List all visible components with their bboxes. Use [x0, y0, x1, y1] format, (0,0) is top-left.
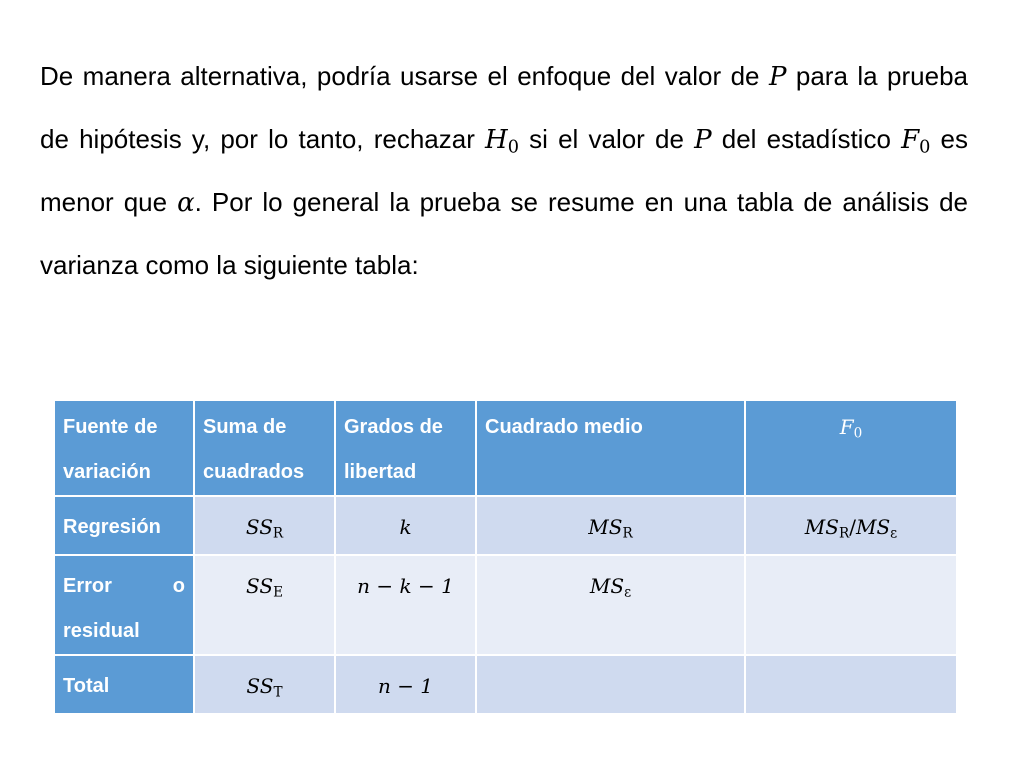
paragraph-text-3: si el valor de	[518, 124, 695, 154]
header-suma-line-2: cuadrados	[203, 461, 305, 483]
header-fuente-line-1: Fuente de	[63, 416, 158, 438]
row-label-error-line-1	[63, 564, 185, 609]
label-o: o	[172, 575, 185, 597]
f-den-symbol: MS	[855, 515, 891, 539]
body-paragraph	[40, 45, 968, 296]
cell-ms-total	[476, 655, 745, 714]
ms-e-subscript: ε	[624, 584, 632, 601]
anova-table	[53, 399, 958, 715]
ms-r-symbol: MS	[588, 515, 623, 539]
paragraph-text-4: del estadístico	[711, 124, 902, 154]
table-row-total	[54, 655, 957, 714]
table-header-row	[54, 400, 957, 496]
header-f0	[745, 400, 957, 496]
cell-ss-error	[194, 555, 335, 655]
paragraph-text-5: es menor que	[40, 124, 969, 217]
row-label-regresion: Regresión	[54, 496, 194, 555]
header-grados-line-1: Grados de	[344, 416, 443, 438]
math-h-subscript: 0	[507, 137, 519, 158]
f-num-symbol: MS	[804, 515, 839, 539]
cell-ms-regresion	[476, 496, 745, 555]
cell-df-regresion: k	[335, 496, 476, 555]
header-suma-de-cuadrados	[194, 400, 335, 496]
f-num-subscript: R	[838, 525, 850, 542]
label-residual: residual	[63, 620, 140, 642]
math-f-subscript: 0	[919, 137, 931, 158]
table-row-error	[54, 555, 957, 655]
cell-df-total: n − 1	[335, 655, 476, 714]
math-alpha: α	[177, 188, 195, 218]
header-suma-line-1: Suma de	[203, 416, 287, 438]
label-error: Error	[63, 575, 112, 597]
cell-f0-regresion	[745, 496, 957, 555]
math-f-symbol: F	[901, 125, 920, 155]
header-f-symbol: F	[839, 415, 854, 439]
header-fuente-de-variacion	[54, 400, 194, 496]
ss-t-subscript: T	[273, 684, 283, 701]
ss-e-subscript: E	[273, 584, 283, 601]
header-f-subscript: 0	[853, 425, 863, 442]
cell-ms-error	[476, 555, 745, 655]
header-fuente-line-2: variación	[63, 461, 151, 483]
cell-ss-regresion	[194, 496, 335, 555]
f-den-subscript: ε	[890, 525, 898, 542]
header-grados-line-2: libertad	[344, 461, 417, 483]
row-label-total: Total	[54, 655, 194, 714]
cell-f0-total	[745, 655, 957, 714]
f-slash: /	[849, 515, 856, 539]
header-cuadrado-medio: Cuadrado medio	[476, 400, 745, 496]
paragraph-text-6: . Por lo general la prueba se resume en una tabla de análisis de varianza como la siguiente tabla:	[40, 187, 968, 280]
ms-e-symbol: MS	[589, 574, 625, 598]
table-row-regresion	[54, 496, 957, 555]
math-h-symbol: H	[485, 125, 508, 155]
ss-e-symbol: SS	[246, 574, 274, 598]
math-p-value: P	[768, 62, 787, 92]
math-h0	[485, 125, 519, 158]
cell-ss-total	[194, 655, 335, 714]
math-f0	[901, 125, 931, 158]
math-p-value-2: P	[694, 125, 712, 155]
paragraph-text-2: para la prueba de hipótesis y, por lo tanto, rechazar	[40, 61, 968, 154]
ms-r-subscript: R	[622, 525, 633, 542]
header-grados-de-libertad	[335, 400, 476, 496]
cell-df-error: n − k − 1	[335, 555, 476, 655]
cell-f0-error	[745, 555, 957, 655]
paragraph-text-1: De manera alternativa, podría usarse el enfoque del valor de	[40, 61, 769, 91]
ss-r-subscript: R	[272, 525, 284, 542]
row-label-error	[54, 555, 194, 655]
ss-t-symbol: SS	[246, 674, 274, 698]
ss-r-symbol: SS	[245, 515, 273, 539]
